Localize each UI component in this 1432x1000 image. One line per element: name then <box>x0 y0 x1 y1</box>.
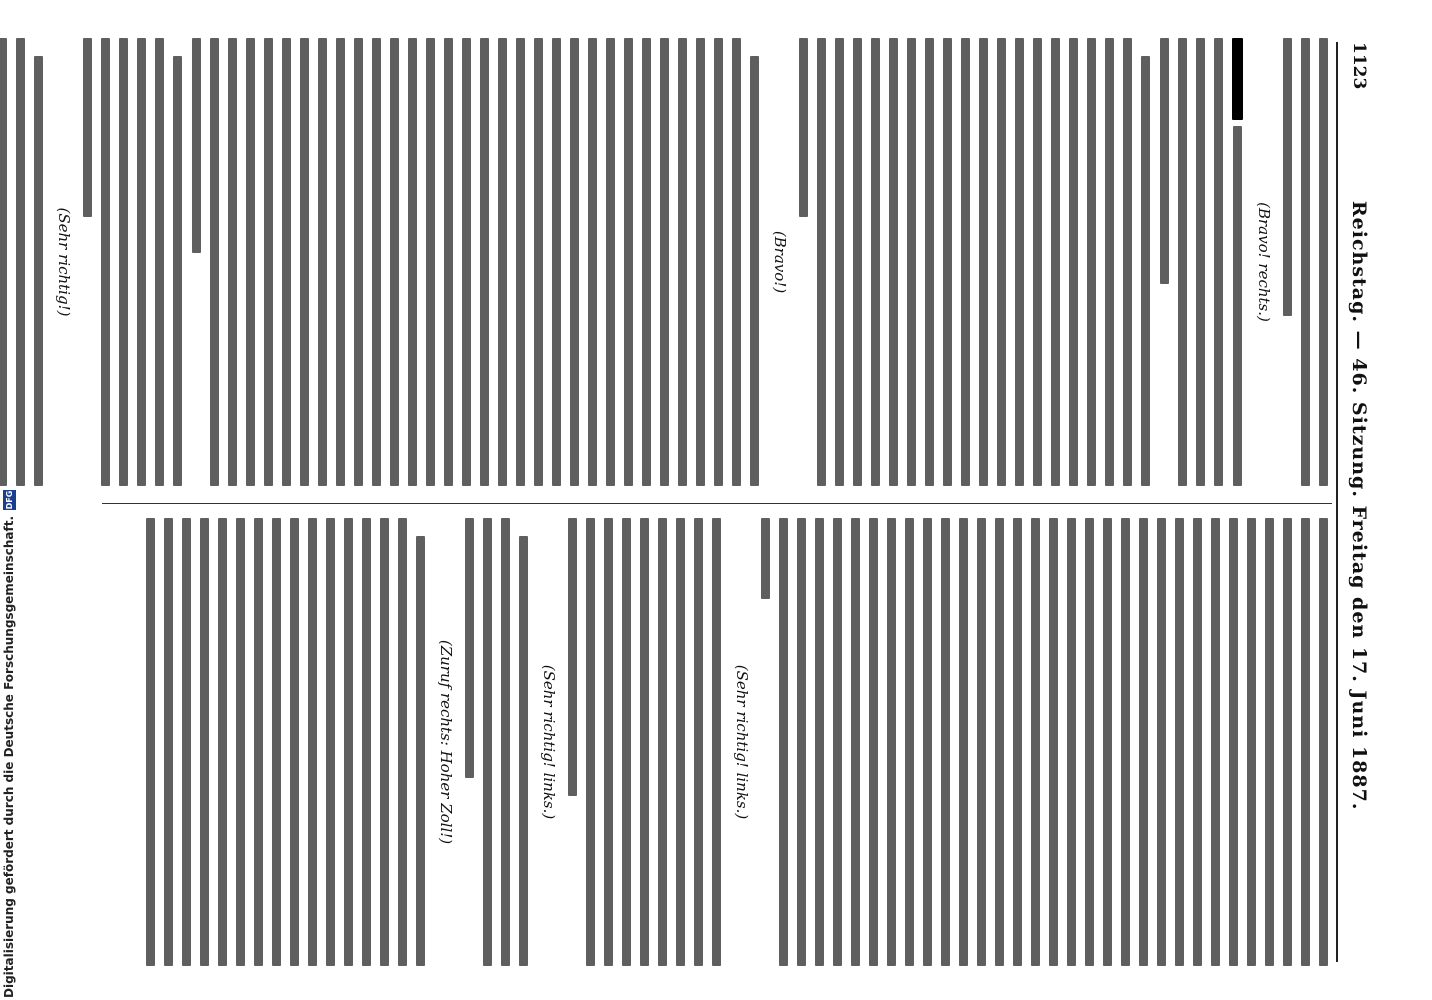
stage-direction: (Sehr richtig!) <box>55 207 73 317</box>
credit-text: Digitalisierung gefördert durch die Deutsche Forschungsgemeinschaft. <box>2 515 16 998</box>
paragraph <box>465 518 528 966</box>
stage-direction: (Sehr richtig! links.) <box>733 664 751 820</box>
paragraph <box>146 518 425 966</box>
speech-paragraph <box>799 38 1150 486</box>
header-rule <box>1336 42 1338 962</box>
side-credit <box>2 490 16 998</box>
column-divider <box>102 503 1332 504</box>
stage-direction: (Bravo!) <box>771 230 789 294</box>
page-number: 1123 <box>1349 42 1369 90</box>
paragraph <box>83 38 182 486</box>
paragraph <box>192 38 759 486</box>
paragraph <box>1283 38 1328 486</box>
stage-direction: (Bravo! rechts.) <box>1255 202 1273 322</box>
dfg-logo-text: DFG <box>4 490 14 510</box>
speaker-name <box>1232 38 1243 120</box>
text-column-right <box>136 518 1328 966</box>
page-header <box>1342 42 1376 962</box>
text-column-left <box>0 38 1328 486</box>
stage-direction: (Zuruf rechts: Hoher Zoll!) <box>437 639 455 845</box>
paragraph <box>568 518 721 966</box>
document-page <box>55 14 1398 986</box>
dfg-logo <box>3 490 16 510</box>
running-title: Reichstag. — 46. Sitzung. Freitag den 17. Juni 1887. <box>1348 200 1370 811</box>
paragraph <box>0 38 43 486</box>
paragraph <box>761 518 1328 966</box>
stage-direction: (Sehr richtig! links.) <box>540 664 558 820</box>
speech-paragraph <box>1160 38 1243 486</box>
